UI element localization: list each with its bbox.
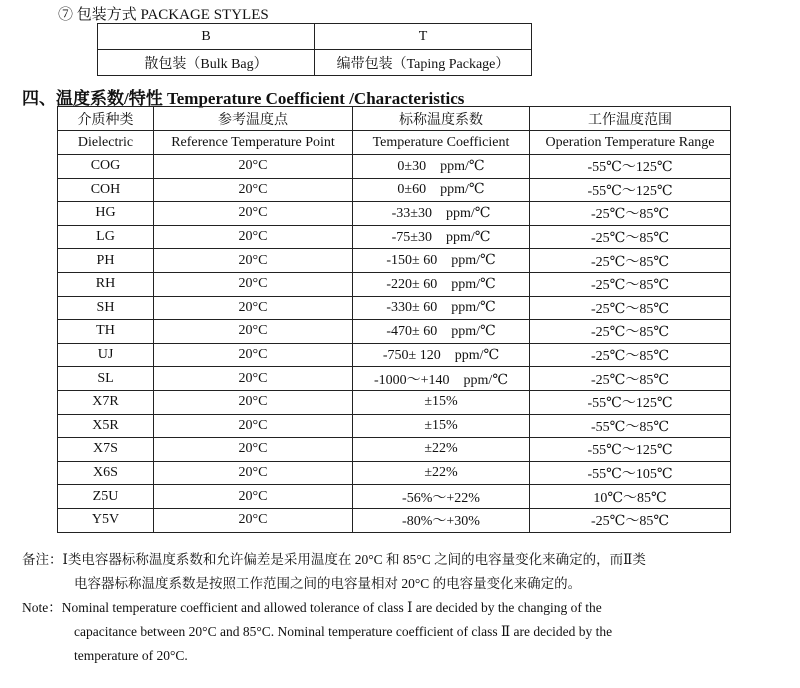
coefficient-value: -80%～+30% bbox=[402, 514, 480, 530]
temp-coefficient-cell bbox=[353, 178, 530, 202]
reference-temp-cell: 20°C bbox=[154, 155, 353, 179]
temp-coefficient-cell bbox=[353, 414, 530, 438]
package-name-taping: 编带包装（Taping Package） bbox=[315, 50, 532, 76]
table-row bbox=[58, 202, 731, 226]
operating-range-cell: -25℃～85℃ bbox=[530, 508, 731, 532]
note-cn-line-1: 备注：Ⅰ类电容器标称温度系数和允许偏差是采用温度在 20°C 和 85°C 之间的电容量变化来确定的，而Ⅱ类 bbox=[22, 552, 646, 567]
col-header-dielectric-en: Dielectric bbox=[58, 131, 154, 155]
coefficient-unit: ppm/℃ bbox=[440, 182, 485, 198]
header-row-cn bbox=[58, 107, 731, 131]
operating-range-cell: -55℃～85℃ bbox=[530, 414, 731, 438]
reference-temp-cell: 20°C bbox=[154, 343, 353, 367]
reference-temp-cell: 20°C bbox=[154, 390, 353, 414]
table-row bbox=[58, 485, 731, 509]
dielectric-cell: X7S bbox=[58, 438, 154, 462]
coefficient-unit: ppm/℃ bbox=[445, 229, 491, 245]
coefficient-value: -220± 60 bbox=[386, 276, 438, 292]
package-name-row bbox=[98, 50, 532, 76]
col-header-ref-en: Reference Temperature Point bbox=[154, 131, 353, 155]
table-row bbox=[58, 155, 731, 179]
dielectric-cell: LG bbox=[58, 225, 154, 249]
dielectric-cell: TH bbox=[58, 320, 154, 344]
operating-range-cell: -55℃～125℃ bbox=[530, 438, 731, 462]
dielectric-cell: Z5U bbox=[58, 485, 154, 509]
dielectric-cell: COH bbox=[58, 178, 154, 202]
operating-range-cell: -55℃～125℃ bbox=[530, 155, 731, 179]
package-name-bulk: 散包装（Bulk Bag） bbox=[98, 50, 315, 76]
reference-temp-cell: 20°C bbox=[154, 414, 353, 438]
temp-coefficient-cell bbox=[353, 367, 530, 391]
operating-range-cell: -55℃～125℃ bbox=[530, 390, 731, 414]
reference-temp-cell: 20°C bbox=[154, 202, 353, 226]
operating-range-cell: -25℃～85℃ bbox=[530, 225, 731, 249]
dielectric-cell: RH bbox=[58, 272, 154, 296]
coefficient-value: -75±30 bbox=[391, 229, 432, 245]
dielectric-cell: SH bbox=[58, 296, 154, 320]
reference-temp-cell: 20°C bbox=[154, 461, 353, 485]
table-row bbox=[58, 367, 731, 391]
reference-temp-cell: 20°C bbox=[154, 296, 353, 320]
coefficient-value: -33±30 bbox=[391, 205, 432, 221]
reference-temp-cell: 20°C bbox=[154, 272, 353, 296]
operating-range-cell: -55℃～105℃ bbox=[530, 461, 731, 485]
dielectric-cell: SL bbox=[58, 367, 154, 391]
table-row bbox=[58, 508, 731, 532]
operating-range-cell: -25℃～85℃ bbox=[530, 296, 731, 320]
reference-temp-cell: 20°C bbox=[154, 320, 353, 344]
temp-coefficient-cell bbox=[353, 461, 530, 485]
dielectric-cell: COG bbox=[58, 155, 154, 179]
coefficient-value: ±15% bbox=[424, 417, 458, 433]
package-code-row bbox=[98, 24, 532, 50]
coefficient-unit: ppm/℃ bbox=[454, 347, 500, 363]
coefficient-value: -750± 120 bbox=[382, 347, 441, 363]
coefficient-unit: ppm/℃ bbox=[451, 300, 496, 316]
temp-coefficient-cell bbox=[353, 296, 530, 320]
package-styles-heading: ⑦ 包装方式 PACKAGE STYLES bbox=[58, 7, 269, 23]
col-header-ref-cn: 参考温度点 bbox=[154, 107, 353, 131]
dielectric-cell: X5R bbox=[58, 414, 154, 438]
dielectric-cell: UJ bbox=[58, 343, 154, 367]
table-row bbox=[58, 225, 731, 249]
coefficient-unit: ppm/℃ bbox=[451, 276, 496, 292]
temp-coefficient-cell bbox=[353, 225, 530, 249]
package-code-t: T bbox=[315, 24, 532, 50]
operating-range-cell: -25℃～85℃ bbox=[530, 249, 731, 273]
coefficient-value: -470± 60 bbox=[386, 323, 438, 339]
coefficient-value: -1000～+140 bbox=[373, 372, 450, 388]
table-row bbox=[58, 272, 731, 296]
table-row bbox=[58, 343, 731, 367]
note-en-line-1: Note：Nominal temperature coefficient and allowed tolerance of class Ⅰ are decided by the changing of the bbox=[22, 600, 602, 615]
package-styles-table bbox=[97, 23, 532, 76]
coefficient-unit: ppm/℃ bbox=[451, 323, 496, 339]
reference-temp-cell: 20°C bbox=[154, 225, 353, 249]
coefficient-unit: ppm/℃ bbox=[445, 205, 491, 221]
operating-range-cell: -25℃～85℃ bbox=[530, 343, 731, 367]
reference-temp-cell: 20°C bbox=[154, 249, 353, 273]
coefficient-value: ±22% bbox=[424, 441, 458, 457]
temp-coefficient-cell bbox=[353, 343, 530, 367]
col-header-range-en: Operation Temperature Range bbox=[530, 131, 731, 155]
reference-temp-cell: 20°C bbox=[154, 438, 353, 462]
table-row bbox=[58, 461, 731, 485]
operating-range-cell: -25℃～85℃ bbox=[530, 367, 731, 391]
temp-coefficient-cell bbox=[353, 438, 530, 462]
coefficient-value: 0±60 bbox=[397, 182, 427, 198]
coefficient-unit: ppm/℃ bbox=[440, 158, 485, 174]
temp-coefficient-cell bbox=[353, 249, 530, 273]
package-code-b: B bbox=[98, 24, 315, 50]
dielectric-cell: X6S bbox=[58, 461, 154, 485]
table-row bbox=[58, 249, 731, 273]
coefficient-value: -150± 60 bbox=[386, 253, 438, 269]
temp-coefficient-cell bbox=[353, 485, 530, 509]
table-row bbox=[58, 414, 731, 438]
temp-coefficient-cell bbox=[353, 390, 530, 414]
note-chinese bbox=[22, 548, 762, 596]
coefficient-unit: ppm/℃ bbox=[451, 253, 496, 269]
header-row-en bbox=[58, 131, 731, 155]
reference-temp-cell: 20°C bbox=[154, 178, 353, 202]
coefficient-value: -56%～+22% bbox=[402, 490, 480, 506]
operating-range-cell: 10℃～85℃ bbox=[530, 485, 731, 509]
table-row bbox=[58, 320, 731, 344]
note-en-line-2: capacitance between 20°C and 85°C. Nominal temperature coefficient of class Ⅱ are decided by the bbox=[74, 624, 613, 639]
coefficient-value: ±22% bbox=[424, 465, 458, 481]
coefficient-value: ±15% bbox=[424, 394, 458, 410]
temperature-coefficient-table bbox=[57, 106, 731, 533]
dielectric-cell: Y5V bbox=[58, 508, 154, 532]
coefficient-value: -330± 60 bbox=[386, 300, 438, 316]
reference-temp-cell: 20°C bbox=[154, 367, 353, 391]
table-row bbox=[58, 390, 731, 414]
note-cn-line-2: 电容器标称温度系数是按照工作范围之间的电容量相对 20°C 的电容量变化来确定的。 bbox=[74, 576, 582, 591]
reference-temp-cell: 20°C bbox=[154, 508, 353, 532]
coefficient-unit: ppm/℃ bbox=[463, 372, 508, 388]
note-en-line-3: temperature of 20°C. bbox=[74, 648, 188, 663]
operating-range-cell: -25℃～85℃ bbox=[530, 320, 731, 344]
reference-temp-cell: 20°C bbox=[154, 485, 353, 509]
temp-coefficient-cell bbox=[353, 155, 530, 179]
col-header-dielectric-cn: 介质种类 bbox=[58, 107, 154, 131]
dielectric-cell: PH bbox=[58, 249, 154, 273]
table-row bbox=[58, 438, 731, 462]
col-header-range-cn: 工作温度范围 bbox=[530, 107, 731, 131]
operating-range-cell: -25℃～85℃ bbox=[530, 272, 731, 296]
temp-coefficient-cell bbox=[353, 508, 530, 532]
table-row bbox=[58, 296, 731, 320]
table-row bbox=[58, 178, 731, 202]
note-english bbox=[22, 596, 742, 668]
col-header-coef-cn: 标称温度系数 bbox=[353, 107, 530, 131]
operating-range-cell: -25℃～85℃ bbox=[530, 202, 731, 226]
col-header-coef-en: Temperature Coefficient bbox=[353, 131, 530, 155]
temp-coefficient-cell bbox=[353, 272, 530, 296]
temp-coefficient-cell bbox=[353, 320, 530, 344]
temp-coefficient-cell bbox=[353, 202, 530, 226]
dielectric-cell: X7R bbox=[58, 390, 154, 414]
dielectric-cell: HG bbox=[58, 202, 154, 226]
coefficient-value: 0±30 bbox=[397, 158, 427, 174]
temperature-section-heading: 四、温度系数/特性 Temperature Coefficient /Characteristics bbox=[22, 89, 465, 108]
operating-range-cell: -55℃～125℃ bbox=[530, 178, 731, 202]
